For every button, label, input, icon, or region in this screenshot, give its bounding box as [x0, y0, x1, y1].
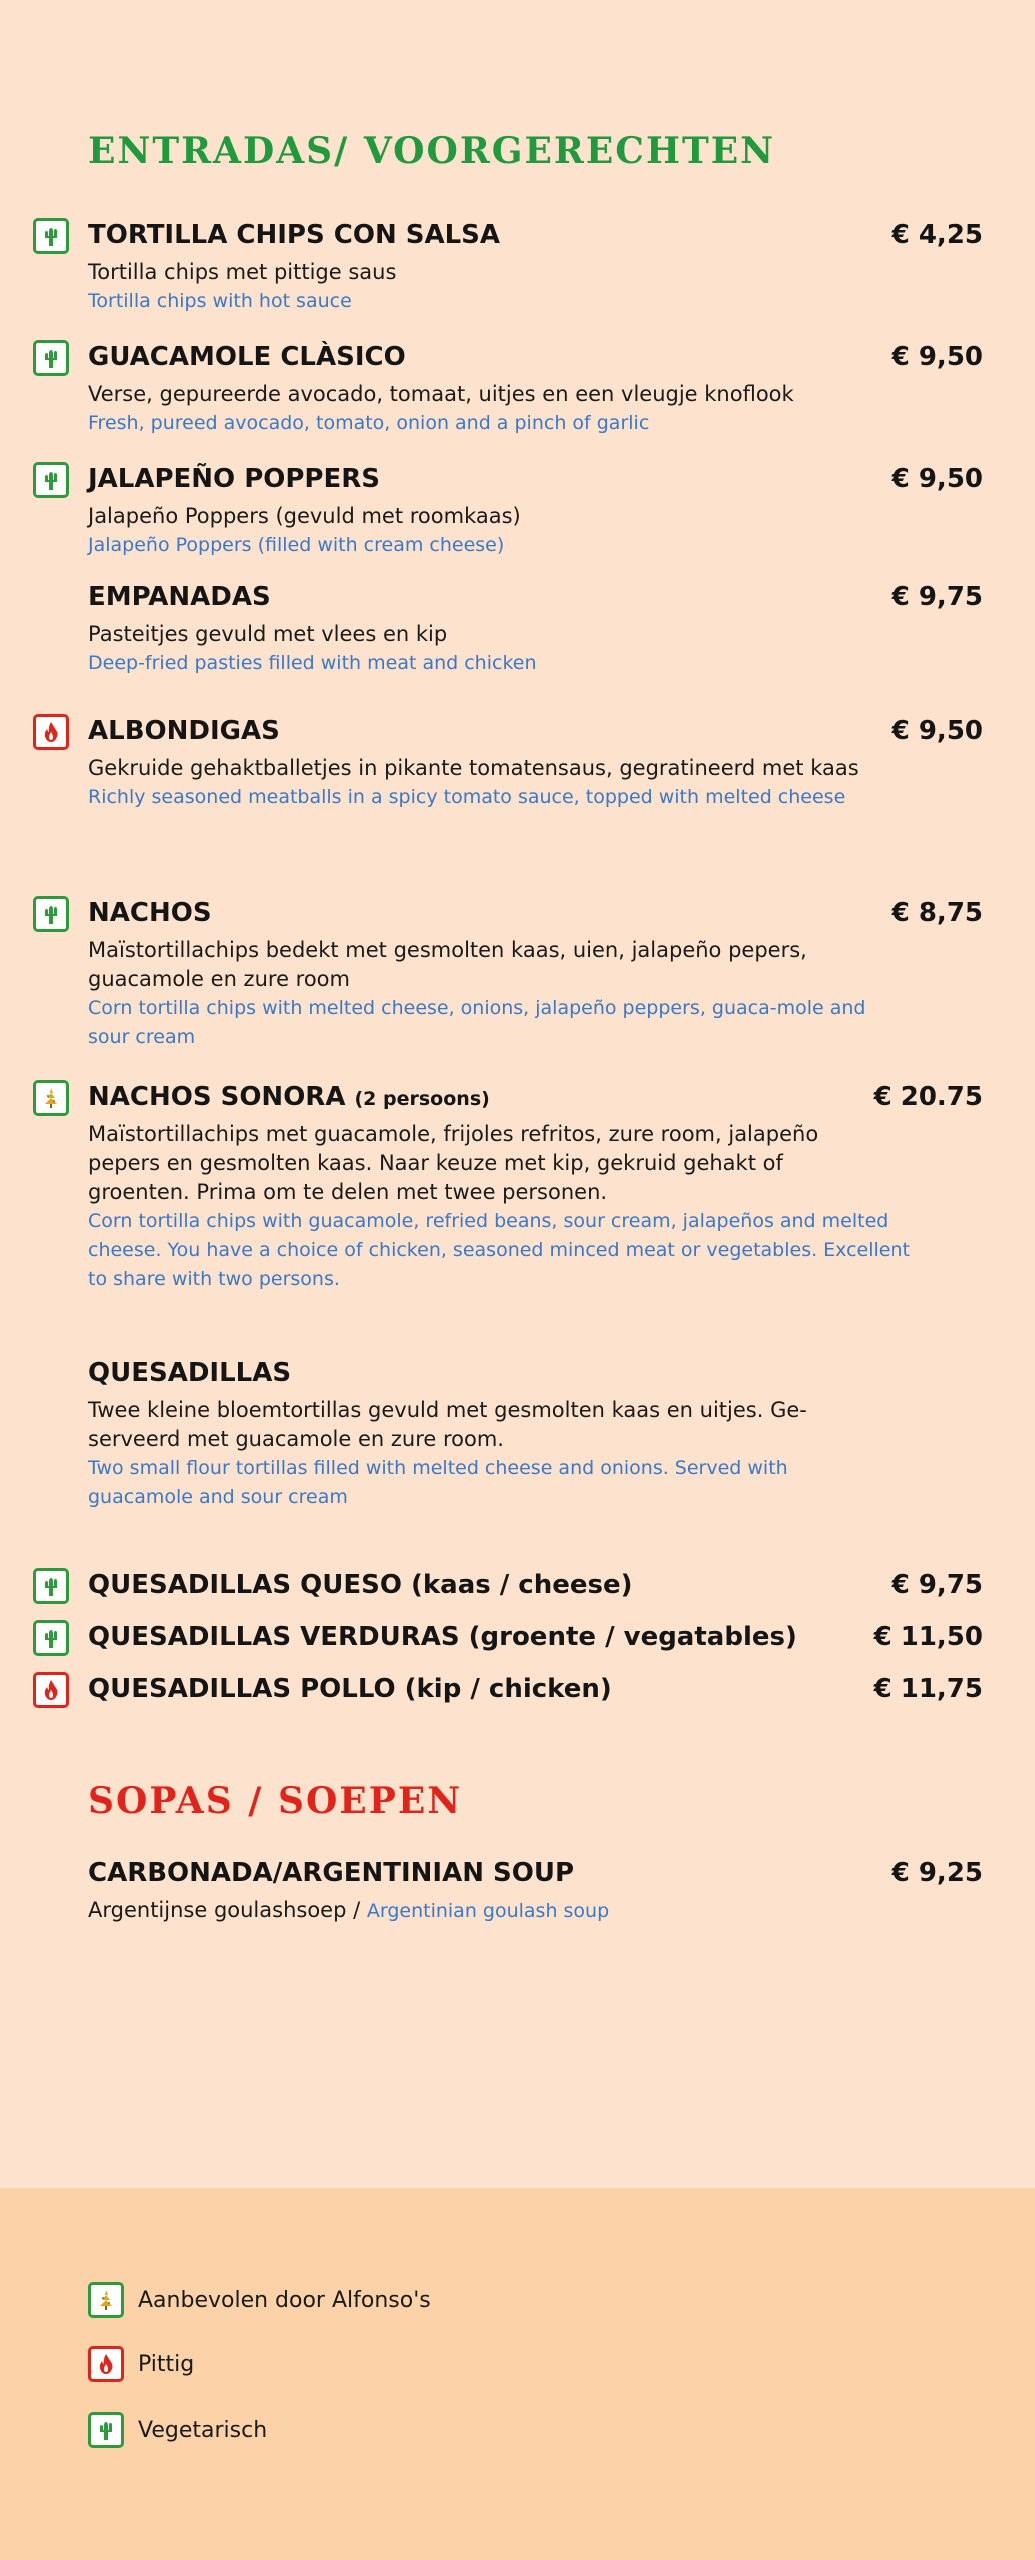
item-name: GUACAMOLE CLÀSICO: [88, 342, 406, 372]
item-description-nl: Pasteitjes gevuld met vlees en kip: [88, 622, 448, 646]
item-description-en: Tortilla chips with hot sauce: [88, 290, 352, 312]
legend-recommended: [88, 2280, 431, 2320]
item-name: QUESADILLAS QUESO (kaas / cheese): [88, 1570, 633, 1600]
item-price: € 11,75: [873, 1674, 983, 1704]
item-description-en: Corn tortilla chips with melted cheese, onions, jalapeño peppers, guaca-mole and sour cream: [88, 997, 866, 1048]
item-price: € 9,50: [891, 716, 983, 746]
legend-label: Aanbevolen door Alfonso's: [138, 2287, 431, 2313]
recommended-icon: [88, 2282, 124, 2318]
menu-item-empanadas: [88, 580, 983, 678]
item-description-nl: Argentijnse goulashsoep /: [88, 1898, 361, 1922]
item-name: NACHOS: [88, 898, 212, 928]
item-description-nl: Gekruide gehaktballetjes in pikante tomatensaus, gegratineerd met kaas: [88, 756, 859, 780]
menu-item-albondigas: [88, 714, 983, 812]
item-description-en: Corn tortilla chips with guacamole, refried beans, sour cream, jalapeños and melted cheese. You have a choice of chicken, seasoned minced meat or vegetables. Excellent to share with two persons.: [88, 1210, 910, 1290]
item-description-nl: Tortilla chips met pittige saus: [88, 260, 397, 284]
vegetarian-icon: [33, 1620, 69, 1656]
starters-section-title: ENTRADAS/ VOORGERECHTEN: [88, 130, 776, 172]
item-description-nl: Verse, gepureerde avocado, tomaat, uitjes en een vleugje knoflook: [88, 382, 794, 406]
spicy-icon: [33, 1672, 69, 1708]
menu-item-quesadillas: [88, 1356, 983, 1512]
vegetarian-icon: [33, 1568, 69, 1604]
menu-item-nachos: [88, 896, 983, 1052]
item-price: € 8,75: [891, 898, 983, 928]
menu-item-nachos-sonora: [88, 1080, 983, 1294]
item-description: [88, 1896, 983, 1926]
vegetarian-icon: [33, 896, 69, 932]
item-description-en: Jalapeño Poppers (filled with cream cheese): [88, 534, 505, 556]
legend-label: Vegetarisch: [138, 2417, 268, 2443]
spicy-icon: [33, 714, 69, 750]
menu-item-tortilla-chips: [88, 218, 983, 316]
item-description-nl: Maïstortillachips bedekt met gesmolten kaas, uien, jalapeño pepers, guacamole en zure room: [88, 938, 807, 991]
item-name-note: (2 persoons): [354, 1088, 490, 1110]
item-description-en: Argentinian goulash soup: [366, 1900, 610, 1922]
item-name: [88, 1082, 490, 1112]
item-price: € 20.75: [873, 1082, 983, 1112]
legend-vegetarian: [88, 2410, 267, 2450]
legend-label: Pittig: [138, 2351, 195, 2377]
item-description-en: Deep-fried pasties filled with meat and chicken: [88, 652, 537, 674]
item-name: QUESADILLAS: [88, 1358, 292, 1388]
item-name: JALAPEÑO POPPERS: [88, 464, 380, 494]
menu-item-quesadillas-queso: [88, 1568, 983, 1608]
item-name: QUESADILLAS VERDURAS (groente / vegatables): [88, 1622, 797, 1652]
item-price: € 9,25: [891, 1858, 983, 1888]
vegetarian-icon: [33, 462, 69, 498]
vegetarian-icon: [33, 340, 69, 376]
item-description-nl: Twee kleine bloemtortillas gevuld met gesmolten kaas en uitjes. Ge-serveerd met guacamole en zure room.: [88, 1398, 807, 1451]
spicy-icon: [88, 2346, 124, 2382]
item-price: € 9,75: [891, 1570, 983, 1600]
soups-section-title: SOPAS / SOEPEN: [88, 1780, 463, 1822]
recommended-icon: [33, 1080, 69, 1116]
item-description-nl: Jalapeño Poppers (gevuld met roomkaas): [88, 504, 521, 528]
item-description-nl: Maïstortillachips met guacamole, frijoles refritos, zure room, jalapeño pepers en gesmolten kaas. Naar keuze met kip, gekruid gehakt of groenten. Prima om te delen met twee personen.: [88, 1122, 819, 1204]
item-price: € 9,75: [891, 582, 983, 612]
item-name: TORTILLA CHIPS CON SALSA: [88, 220, 501, 250]
item-description-en: Fresh, pureed avocado, tomato, onion and a pinch of garlic: [88, 412, 650, 434]
item-name: CARBONADA/ARGENTINIAN SOUP: [88, 1858, 575, 1888]
menu-item-quesadillas-verduras: [88, 1620, 983, 1660]
item-price: € 4,25: [891, 220, 983, 250]
legend-footer: [0, 2188, 1035, 2560]
legend-spicy: [88, 2344, 194, 2384]
menu-item-jalapeno-poppers: [88, 462, 983, 560]
item-name: EMPANADAS: [88, 582, 271, 612]
item-description-en: Richly seasoned meatballs in a spicy tomato sauce, topped with melted cheese: [88, 786, 846, 808]
item-price: € 9,50: [891, 464, 983, 494]
item-name: QUESADILLAS POLLO (kip / chicken): [88, 1674, 612, 1704]
menu-item-quesadillas-pollo: [88, 1672, 983, 1712]
item-name-text: NACHOS SONORA: [88, 1082, 346, 1112]
vegetarian-icon: [88, 2412, 124, 2448]
menu-item-carbonada: [88, 1856, 983, 1926]
item-price: € 11,50: [873, 1622, 983, 1652]
item-description-en: Two small flour tortillas filled with melted cheese and onions. Served with guacamole and sour cream: [88, 1457, 788, 1508]
vegetarian-icon: [33, 218, 69, 254]
item-name: ALBONDIGAS: [88, 716, 280, 746]
menu-item-guacamole: [88, 340, 983, 438]
item-price: € 9,50: [891, 342, 983, 372]
